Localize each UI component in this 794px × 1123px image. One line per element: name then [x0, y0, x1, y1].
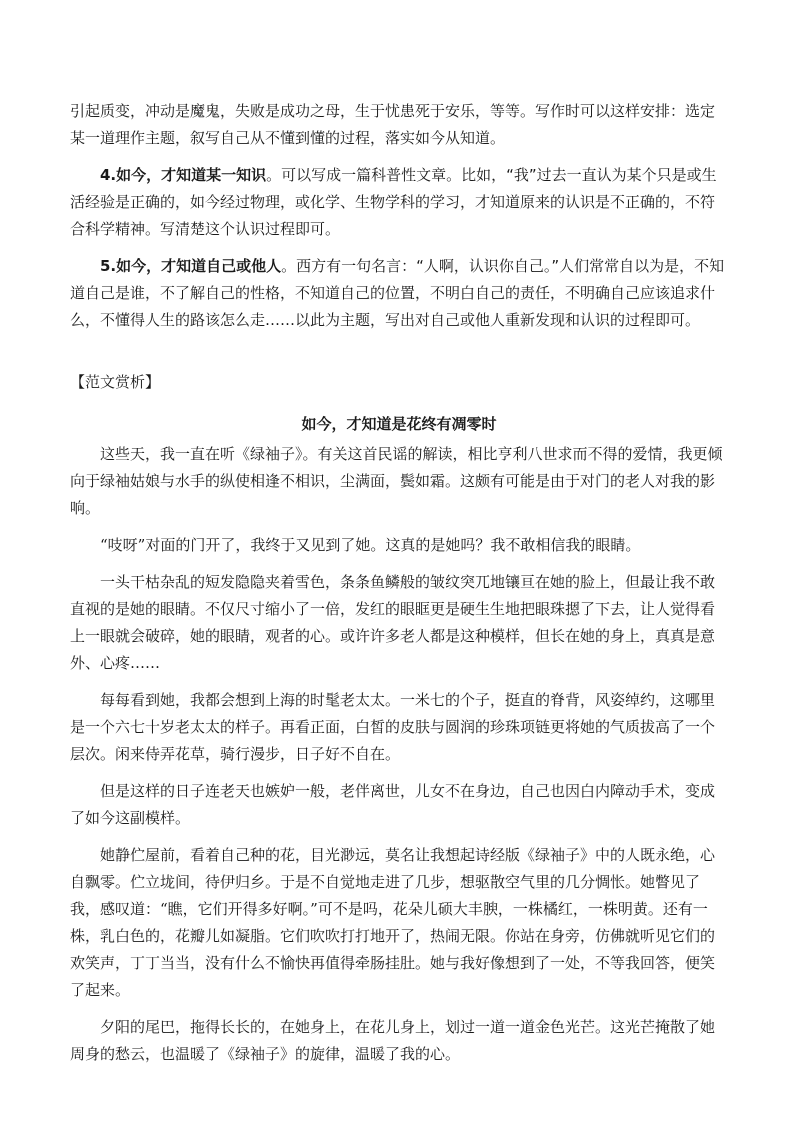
item-4-text: 。可以写成一篇科普性文章。比如，“我”过去一直认为某个只是或生活经验是正确的，如今经过物理，或化学、生物学科的学习，才知道原来的认识是不正确的，不符合科学精神。写清楚这个认识过程即可。	[70, 166, 717, 238]
item-5-text: 。西方有一句名言：“人啊，认识你自己。”人们常常自以为是，不知道自己是谁，不了解自己的性格，不知道自己的位置，不明白自己的责任，不明确自己应该追求什么，不懂得人生的路该怎么走……以此为主题，写出对自己或他人重新发现和认识的过程即可。	[70, 257, 725, 329]
guide-section	[70, 98, 728, 334]
essay-paragraph: 一头干枯杂乱的短发隐隐夹着雪色，条条鱼鳞般的皱纹突兀地镶亘在她的脸上，但最让我不敢直视的是她的眼睛。不仅尺寸缩小了一倍，发红的眼眶更是硬生生地把眼珠摁了下去，让人觉得看上一眼就会破碎，她的眼睛，观者的心。或许许多老人都是这种模样，但长在她的身上，真真是意外、心疼……	[70, 573, 716, 672]
item-5-heading: 5.如今，才知道自己或他人	[100, 257, 282, 275]
item-4-heading: 4.如今，才知道某一知识	[100, 166, 267, 184]
intro-continuation: 引起质变，冲动是魔鬼，失败是成功之母，生于忧患死于安乐，等等。写作时可以这样安排：选定某一道理作主题，叙写自己从不懂到懂的过程，落实如今从知道。	[70, 102, 716, 147]
essay-paragraph: 每每看到她，我都会想到上海的时髦老太太。一米七的个子，挺直的脊背，风姿绰约，这哪里是一个六七十岁老太太的样子。再看正面，白皙的皮肤与圆润的珍珠项链更将她的气质拔高了一个层次。闲来侍弄花草，骑行漫步，日子好不自在。	[70, 691, 716, 763]
essay-paragraph: 但是这样的日子连老天也嫉妒一般，老伴离世，儿女不在身边，自己也因白内障动手术，变成了如今这副模样。	[70, 782, 716, 827]
item-5	[70, 253, 728, 334]
essay-paragraph: 这些天，我一直在听《绿袖子》。有关这首民谣的解读，相比亨利八世求而不得的爱情，我更倾向于绿袖姑娘与水手的纵使相逢不相识，尘满面，鬓如霜。这颇有可能是由于对门的老人对我的影响。	[70, 445, 723, 517]
essay-paragraph: “吱呀”对面的门开了，我终于又见到了她。这真的是她吗？我不敢相信我的眼睛。	[100, 536, 641, 554]
item-4	[70, 162, 728, 243]
essay-body	[70, 441, 728, 1068]
essay-paragraph: 她静伫屋前，看着自己种的花，目光渺远，莫名让我想起诗经版《绿袖子》中的人既永绝，心自飘零。伫立垅间，待伊归乡。于是不自觉地走进了几步，想驱散空气里的几分惆怅。她瞥见了我，感叹道：“瞧，它们开得多好啊。”可不是吗，花朵儿硕大丰腴，一株橘红，一株明黄。还有一株，乳白色的，花瓣儿如凝脂。它们吹吹打打地开了，热闹无限。你站在身旁，仿佛就听见它们的欢笑声，丁丁当当，没有什么不愉快再值得牵肠挂肚。她与我好像想到了一处，不等我回答，便笑了起来。	[70, 846, 716, 999]
essay-title: 如今，才知道是花终有凋零时	[301, 415, 497, 433]
essay-paragraph: 夕阳的尾巴，拖得长长的，在她身上，在花儿身上，划过一道一道金色光芒。这光芒掩散了她周身的愁云，也温暖了《绿袖子》的旋律，温暖了我的心。	[70, 1018, 716, 1063]
section-label: 【范文赏析】	[70, 373, 161, 391]
